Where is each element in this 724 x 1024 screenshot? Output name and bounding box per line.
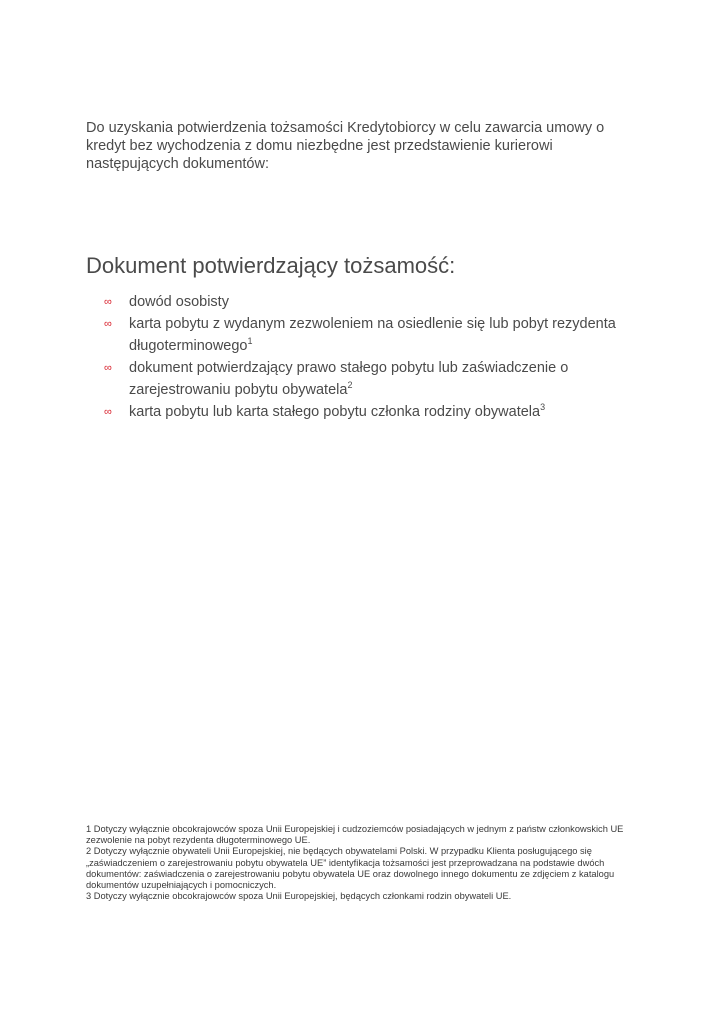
footnote-ref: 3 <box>540 402 546 413</box>
footnote-3: 3 Dotyczy wyłącznie obcokrajowców spoza Unii Europejskiej, będących członkami rodzin obywateli UE. <box>86 891 512 902</box>
infinity-bullet-icon: ∞ <box>104 362 112 374</box>
footnote-2: 2 Dotyczy wyłącznie obywateli Unii Europejskiej, nie będących obywatelami Polski. W przypadku Klienta posługującego się „zaświadczeniem o zarejestrowaniu pobytu obywatela UE” identyfikacja tożsamości jest przeprowadzana na podstawie dwóch dokumentów: zaświadczenia o zarejestrowaniu pobytu obywatela UE oraz dowolnego innego dokumentu ze zdjęciem z katalogu dokumentów uzupełniających i pomocniczych. <box>86 846 615 891</box>
infinity-bullet-icon: ∞ <box>104 318 112 330</box>
document-list <box>104 291 644 423</box>
infinity-bullet-icon: ∞ <box>104 406 112 418</box>
intro-paragraph: Do uzyskania potwierdzenia tożsamości Kredytobiorcy w celu zawarcia umowy o kredyt bez wychodzenia z domu niezbędne jest przedstawienie kurierowi następujących dokumentów: <box>86 120 605 172</box>
footnote-ref: 2 <box>347 380 353 391</box>
footnotes <box>86 824 638 902</box>
list-item <box>104 291 644 313</box>
list-item <box>104 401 644 423</box>
list-item <box>104 357 644 401</box>
footnote-ref: 1 <box>247 336 253 347</box>
footnote-1: 1 Dotyczy wyłącznie obcokrajowców spoza Unii Europejskiej i cudzoziemców posiadających w jednym z państw członkowskich UE zezwolenie na pobyt rezydenta długoterminowego UE. <box>86 824 624 846</box>
list-item <box>104 313 644 357</box>
section-heading: Dokument potwierdzający tożsamość: <box>86 253 456 278</box>
list-item-text: karta pobytu z wydanym zezwoleniem na osiedlenie się lub pobyt rezydenta długoterminowego <box>129 316 616 354</box>
list-item-text: dokument potwierdzający prawo stałego pobytu lub zaświadczenie o zarejestrowaniu pobytu obywatela <box>129 360 569 398</box>
list-item-text: karta pobytu lub karta stałego pobytu członka rodziny obywatela <box>129 404 541 420</box>
infinity-bullet-icon: ∞ <box>104 296 112 308</box>
list-item-text: dowód osobisty <box>129 294 229 310</box>
